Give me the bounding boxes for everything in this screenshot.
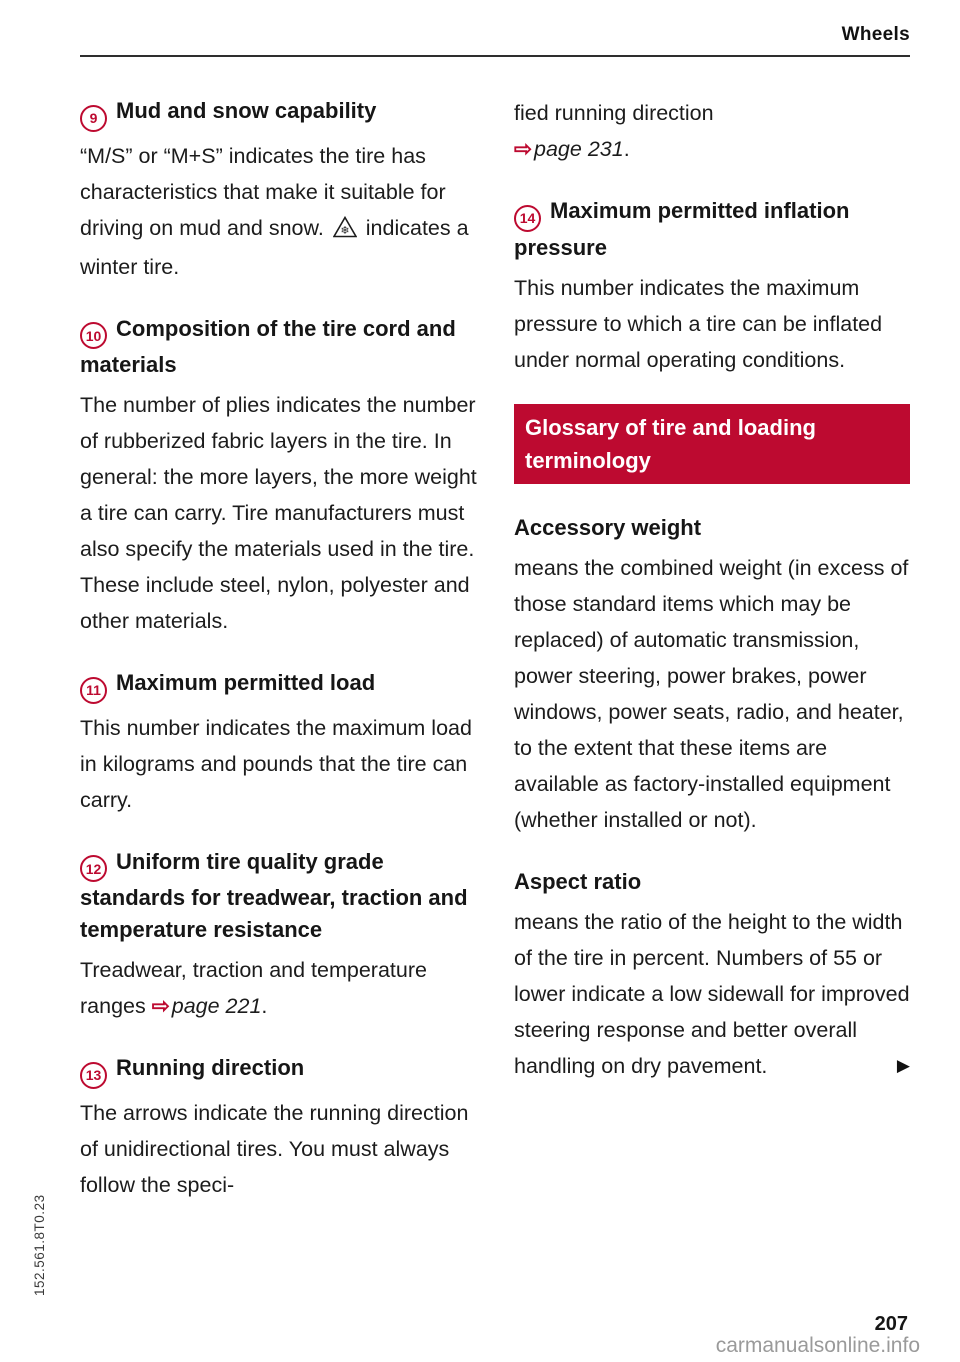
paragraph-text: fied running direction: [514, 101, 714, 125]
paragraph-running-direction: The arrows indicate the running direction of unidirectional tires. You must always follow the speci-: [80, 1100, 469, 1197]
section-number-badge: 10: [80, 322, 107, 349]
section-number-badge: 13: [80, 1062, 107, 1089]
glossary-term-accessory-weight: Accessory weight: [514, 514, 702, 540]
page-header: [80, 24, 910, 57]
paragraph-max-load: This number indicates the maximum load in kilograms and pounds that the tire can carry.: [80, 715, 472, 812]
glossary-definition-aspect-ratio: [514, 904, 910, 1084]
paragraph-text: “M/S” or “M+S” indicates the tire has characteristics that make it suitable for driving on mud and snow.: [80, 143, 446, 240]
section-number-badge: 12: [80, 855, 107, 882]
watermark-link[interactable]: carmanualsonline.info: [715, 1334, 920, 1357]
glossary-term-aspect-ratio: Aspect ratio: [514, 868, 642, 894]
right-column: [514, 87, 910, 1203]
paragraph-mud-and-snow: [80, 138, 478, 285]
cross-reference-arrow-icon: ⇨: [151, 994, 170, 1018]
section-heading-composition: [80, 313, 478, 382]
paragraph-text: .: [261, 994, 268, 1018]
section-heading-inflation-pressure: [514, 195, 910, 264]
paragraph-inflation-pressure: This number indicates the maximum pressure to which a tire can be inflated under normal operating conditions.: [514, 275, 883, 372]
print-code: 152.561.8T0.23: [32, 1194, 47, 1296]
page-reference-link[interactable]: page 221: [171, 994, 262, 1018]
section-heading-running-direction: [80, 1052, 478, 1089]
paragraph-text: .: [623, 137, 630, 161]
glossary-definition-text: means the ratio of the height to the width of the tire in percent. Numbers of 55 or lower indicate a low sidewall for improved steering response and better overall handling on dry pavement.: [514, 909, 910, 1078]
section-heading-utqg: [80, 846, 478, 947]
paragraph-running-direction-continued: [514, 95, 910, 167]
section-title: Maximum permitted load: [116, 670, 376, 695]
section-title: Uniform tire quality grade standards for treadwear, traction and temperature resistance: [80, 848, 468, 942]
two-column-layout: [80, 87, 910, 1203]
paragraph-utqg: [80, 952, 478, 1024]
paragraph-text: Treadwear, traction and temperature ranges: [80, 958, 427, 1018]
section-title: Composition of the tire cord and materials: [80, 315, 456, 377]
header-rule: [80, 55, 910, 57]
section-heading-max-load: [80, 667, 478, 704]
page-number: 207: [874, 1313, 908, 1335]
section-title: Mud and snow capability: [116, 98, 377, 123]
section-heading-mud-and-snow: [80, 95, 478, 132]
section-number-badge: 9: [80, 105, 107, 132]
svg-text:❄: ❄: [340, 224, 350, 237]
paragraph-text: indicates a winter tire.: [80, 215, 469, 279]
winter-tire-icon: [333, 213, 357, 249]
page-reference-link[interactable]: page 231: [534, 137, 624, 161]
section-number-badge: 14: [514, 205, 541, 232]
page-header-title: Wheels: [841, 24, 910, 45]
paragraph-composition: The number of plies indicates the number of rubberized fabric layers in the tire. In general: the more layers, the more weight a tire can carry. Tire manufacturers must also specify the materials used in the tire. These include steel, nylon, polyester and other materials.: [80, 393, 477, 633]
section-title: Maximum permitted inflation pressure: [514, 198, 850, 260]
section-title: Running direction: [116, 1055, 305, 1080]
cross-reference-arrow-icon: ⇨: [514, 137, 533, 161]
continuation-arrow-icon: ▶: [896, 1055, 910, 1075]
left-column: [80, 87, 478, 1203]
section-number-badge: 11: [80, 677, 107, 704]
glossary-definition-accessory-weight: means the combined weight (in excess of those standard items which may be replaced) of automatic transmission, power steering, power brakes, power windows, power seats, radio, and heater, to the extent that these items are available as factory-installed equipment (whether installed or not).: [514, 555, 909, 832]
glossary-section-banner: Glossary of tire and loading terminology: [514, 404, 910, 484]
